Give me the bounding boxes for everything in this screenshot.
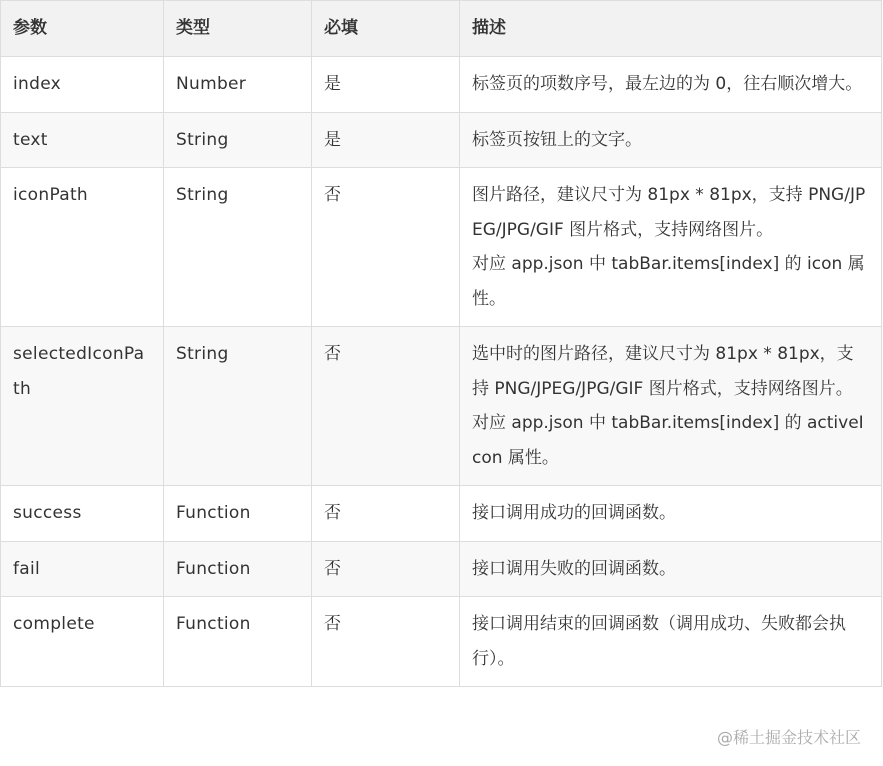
description-line: 对应 app.json 中 tabBar.items[index] 的 activeIcon 属性。 bbox=[472, 413, 864, 468]
required-cell: 否 bbox=[312, 486, 460, 542]
table-row bbox=[1, 541, 882, 597]
description-line: 接口调用结束的回调函数（调用成功、失败都会执行）。 bbox=[472, 614, 846, 669]
description-line: 接口调用失败的回调函数。 bbox=[472, 558, 676, 579]
required-cell: 是 bbox=[312, 57, 460, 113]
description-line: 标签页的项数序号，最左边的为 0，往右顺次增大。 bbox=[472, 74, 863, 94]
description-line: 选中时的图片路径，建议尺寸为 81px * 81px，支持 PNG/JPEG/JPG/GIF 图片格式，支持网络图片。 bbox=[472, 344, 854, 399]
required-cell: 是 bbox=[312, 112, 460, 168]
type-cell: Number bbox=[164, 57, 312, 113]
description-cell bbox=[460, 57, 882, 113]
required-cell: 否 bbox=[312, 168, 460, 327]
required-cell: 否 bbox=[312, 541, 460, 597]
description-cell bbox=[460, 486, 882, 542]
type-cell: Function bbox=[164, 541, 312, 597]
param-cell: complete bbox=[1, 597, 164, 687]
type-cell: String bbox=[164, 327, 312, 486]
param-cell: selectedIconPath bbox=[1, 327, 164, 486]
table-row bbox=[1, 112, 882, 168]
description-line: 接口调用成功的回调函数。 bbox=[472, 503, 676, 523]
description-cell bbox=[460, 327, 882, 486]
header-param: 参数 bbox=[1, 1, 164, 57]
required-cell: 否 bbox=[312, 597, 460, 687]
type-cell: Function bbox=[164, 597, 312, 687]
header-required: 必填 bbox=[312, 1, 460, 57]
header-description: 描述 bbox=[460, 1, 882, 57]
param-cell: text bbox=[1, 112, 164, 168]
description-cell bbox=[460, 112, 882, 168]
required-cell: 否 bbox=[312, 327, 460, 486]
description-line: 对应 app.json 中 tabBar.items[index] 的 icon 属性。 bbox=[472, 254, 865, 309]
table-row bbox=[1, 327, 882, 486]
param-cell: fail bbox=[1, 541, 164, 597]
table-row bbox=[1, 168, 882, 327]
description-cell bbox=[460, 597, 882, 687]
table-row bbox=[1, 597, 882, 687]
table-header-row bbox=[1, 1, 882, 57]
param-cell: index bbox=[1, 57, 164, 113]
description-cell bbox=[460, 541, 882, 597]
param-cell: success bbox=[1, 486, 164, 542]
description-cell bbox=[460, 168, 882, 327]
description-line: 图片路径，建议尺寸为 81px * 81px，支持 PNG/JPEG/JPG/GIF 图片格式，支持网络图片。 bbox=[472, 185, 866, 240]
type-cell: String bbox=[164, 168, 312, 327]
watermark-text: @稀土掘金技术社区 bbox=[716, 728, 861, 747]
header-type: 类型 bbox=[164, 1, 312, 57]
type-cell: String bbox=[164, 112, 312, 168]
type-cell: Function bbox=[164, 486, 312, 542]
description-line: 标签页按钮上的文字。 bbox=[472, 129, 642, 150]
table-row bbox=[1, 57, 882, 113]
param-cell: iconPath bbox=[1, 168, 164, 327]
table-row bbox=[1, 486, 882, 542]
